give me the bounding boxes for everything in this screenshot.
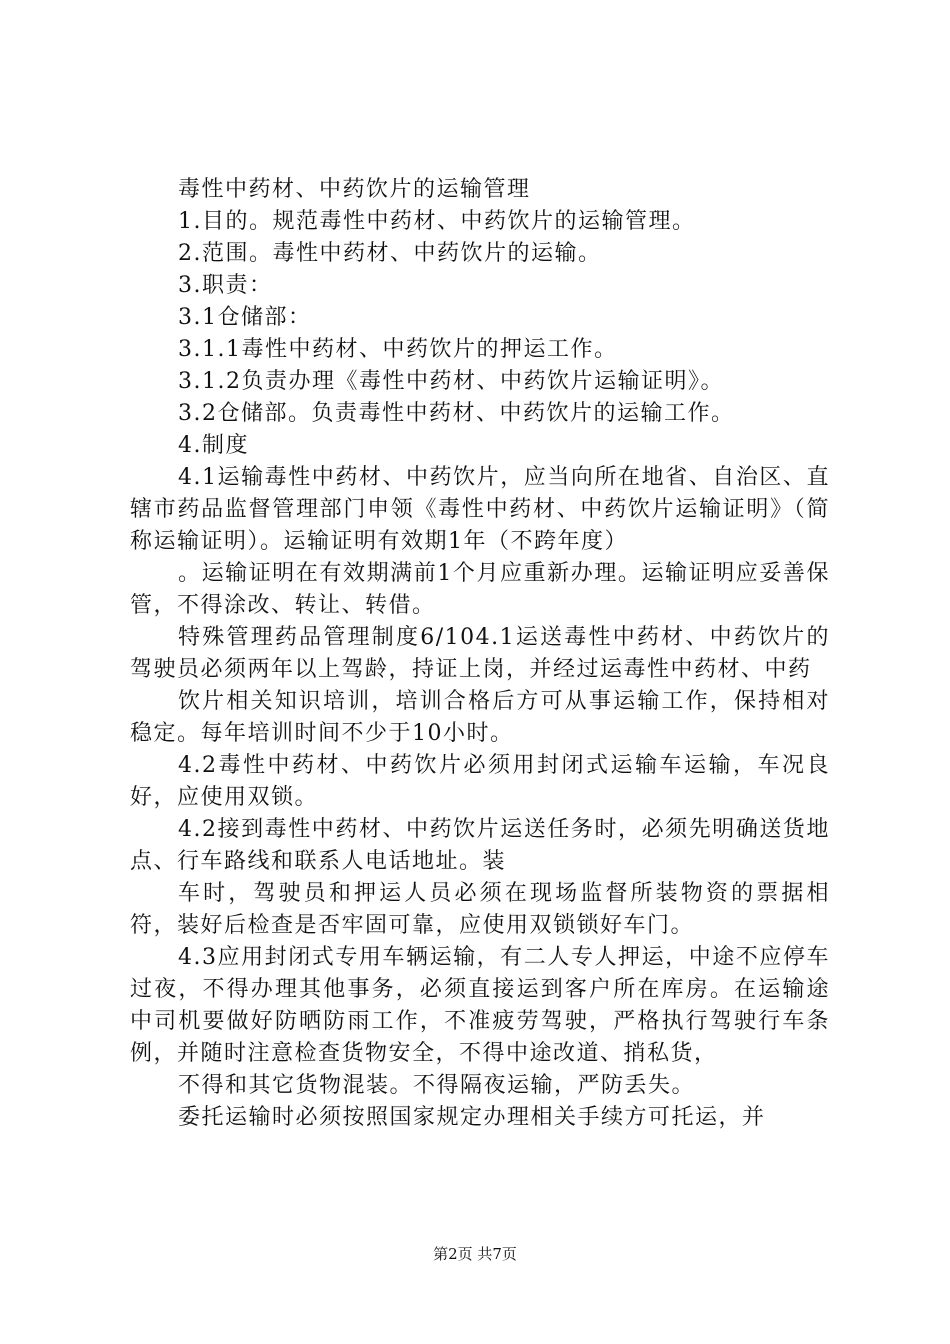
paragraph: 4.制度 — [178, 433, 249, 458]
paragraph: 车时，驾驶员和押运人员必须在现场监督所装物资的票据相符，装好后检查是否牢固可靠，应使用双锁锁好车门。 — [130, 881, 830, 938]
paragraph: 3.1.1毒性中药材、中药饮片的押运工作。 — [178, 337, 618, 362]
paragraph: 4.3应用封闭式专用车辆运输，有二人专人押运，中途不应停车过夜，不得办理其他事务，必须直接运到客户所在库房。在运输途中司机要做好防晒防雨工作，不准疲劳驾驶，严格执行驾驶行车条例，并随时注意检查货物安全，不得中途改道、捎私货， — [130, 945, 830, 1066]
paragraph: 3.职责： — [178, 273, 273, 298]
paragraph: 4.2毒性中药材、中药饮片必须用封闭式运输车运输，车况良好，应使用双锁。 — [130, 753, 830, 810]
page-footer: 第2页 共7页 — [433, 1245, 517, 1263]
paragraph: 3.2仓储部。负责毒性中药材、中药饮片的运输工作。 — [178, 401, 735, 426]
paragraph: 不得和其它货物混装。不得隔夜运输，严防丢失。 — [178, 1073, 696, 1098]
document-title: 毒性中药材、中药饮片的运输管理 — [178, 177, 531, 202]
paragraph: 3.1.2负责办理《毒性中药材、中药饮片运输证明》。 — [178, 369, 724, 394]
paragraph: 1.目的。规范毒性中药材、中药饮片的运输管理。 — [178, 209, 696, 234]
paragraph: 委托运输时必须按照国家规定办理相关手续方可托运，并 — [178, 1105, 766, 1130]
paragraph: 特殊管理药品管理制度6/104.1运送毒性中药材、中药饮片的驾驶员必须两年以上驾龄，持证上岗，并经过运毒性中药材、中药 — [130, 625, 830, 682]
paragraph: 饮片相关知识培训，培训合格后方可从事运输工作，保持相对稳定。每年培训时间不少于10小时。 — [130, 689, 830, 746]
paragraph: 3.1仓储部： — [178, 305, 312, 330]
document-body — [130, 174, 830, 1134]
paragraph: 4.2接到毒性中药材、中药饮片运送任务时，必须先明确送货地点、行车路线和联系人电话地址。装 — [130, 817, 830, 874]
paragraph: 2.范围。毒性中药材、中药饮片的运输。 — [178, 241, 602, 266]
paragraph: 。运输证明在有效期满前1个月应重新办理。运输证明应妥善保管，不得涂改、转让、转借。 — [130, 561, 830, 618]
paragraph: 4.1运输毒性中药材、中药饮片，应当向所在地省、自治区、直辖市药品监督管理部门申领《毒性中药材、中药饮片运输证明》（简称运输证明）。运输证明有效期1年（不跨年度） — [130, 465, 830, 554]
